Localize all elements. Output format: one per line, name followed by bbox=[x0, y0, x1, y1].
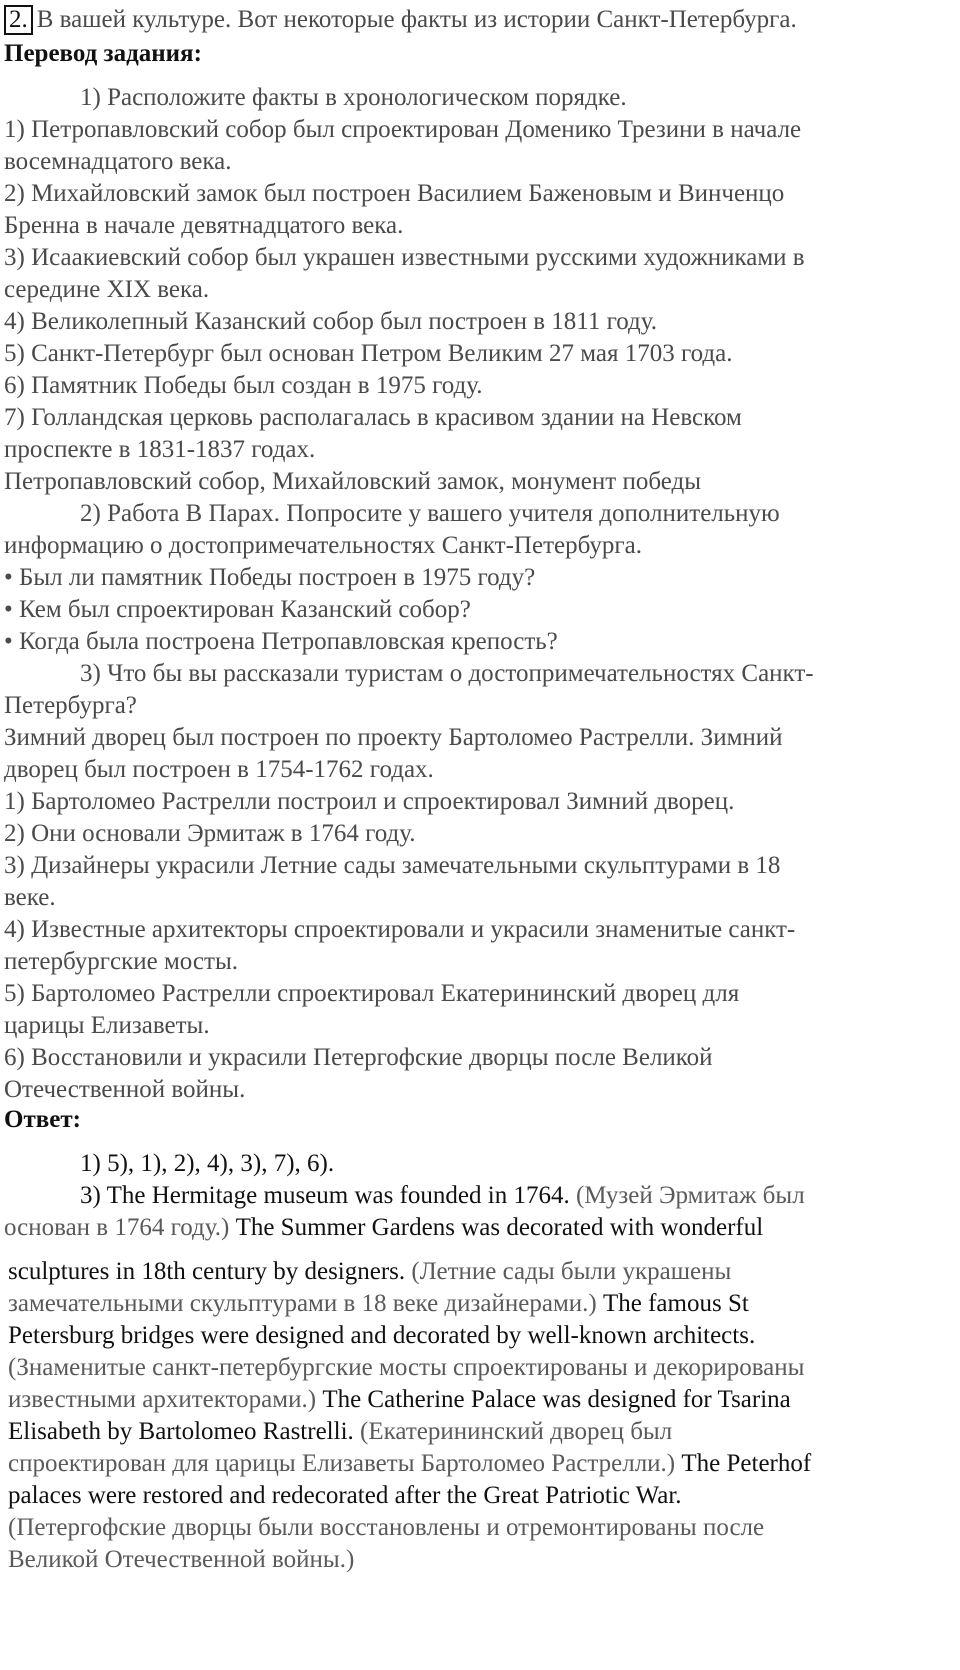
answer-part3-line bbox=[8, 1288, 749, 1320]
part3-line: дворец был построен в 1754-1762 годах. bbox=[4, 756, 434, 783]
part1-line: 4) Великолепный Казанский собор был построен в 1811 году. bbox=[4, 308, 657, 335]
answer-ru-text: замечательными скульптурами в 18 веке дизайнерами.) bbox=[8, 1290, 597, 1317]
part1-line: Петропавловский собор, Михайловский замок, монумент победы bbox=[4, 468, 701, 495]
answer-part3-line bbox=[8, 1384, 791, 1416]
part3-line: 6) Восстановили и украсили Петергофские дворцы после Великой bbox=[4, 1044, 713, 1071]
part2-line: • Кем был спроектирован Казанский собор? bbox=[4, 596, 471, 623]
part3-line: веке. bbox=[4, 884, 56, 911]
answer-ru-text: (Екатерининский дворец был bbox=[353, 1418, 673, 1445]
translation-title: Перевод задания: bbox=[4, 40, 202, 67]
answer-ru-text: (Знаменитые санкт-петербургские мосты спроектированы и декорированы bbox=[8, 1354, 805, 1381]
part2-line: • Был ли памятник Победы построен в 1975 году? bbox=[4, 564, 536, 591]
task-heading bbox=[4, 4, 797, 36]
part1-title bbox=[80, 82, 627, 114]
part1-line: 1) Петропавловский собор был спроектирован Доменико Трезини в начале bbox=[4, 116, 802, 143]
part3-line: 1) Бартоломео Растрелли построил и спроектировал Зимний дворец. bbox=[4, 788, 735, 815]
answer-en-text: Elisabeth by Bartolomeo Rastrelli. bbox=[8, 1418, 354, 1445]
part2-line: • Когда была построена Петропавловская крепость? bbox=[4, 628, 558, 655]
part3-line: Зимний дворец был построен по проекту Бартоломео Растрелли. Зимний bbox=[4, 724, 783, 751]
answer-part3-line bbox=[8, 1416, 672, 1448]
answer-part3-line bbox=[4, 1212, 763, 1244]
part3-line: царицы Елизаветы. bbox=[4, 1012, 210, 1039]
answer-en-text: The Catherine Palace was designed for Tsarina bbox=[316, 1386, 791, 1413]
part3-line: 5) Бартоломео Растрелли спроектировал Екатерининский дворец для bbox=[4, 980, 740, 1007]
answer-ru-text: спроектирован для царицы Елизаветы Бартоломео Растрелли.) bbox=[8, 1450, 676, 1477]
part1-line: проспекте в 1831-1837 годах. bbox=[4, 436, 316, 463]
part2-title: 2) Работа В Парах. Попросите у вашего учителя дополнительную bbox=[80, 500, 780, 527]
part3-line: Отечественной войны. bbox=[4, 1076, 246, 1103]
answer-en-text: palaces were restored and redecorated after the Great Patriotic War. bbox=[8, 1482, 682, 1509]
answer-en-text: The famous St bbox=[596, 1290, 749, 1317]
part3-line: 2) Они основали Эрмитаж в 1764 году. bbox=[4, 820, 416, 847]
answer-en-text: 3) The Hermitage museum was founded in 1764. bbox=[80, 1182, 570, 1209]
part3-line: Петербурга? bbox=[4, 692, 137, 719]
answer-ru-text: основан в 1764 году.) bbox=[4, 1214, 230, 1241]
answer-part1: 1) 5), 1), 2), 4), 3), 7), 6). bbox=[80, 1150, 335, 1177]
part1-title-text: 1) Расположите факты в хронологическом порядке. bbox=[80, 84, 627, 111]
answer-en-text: sculptures in 18th century by designers. bbox=[8, 1258, 406, 1285]
part2-line: информацию о достопримечательностях Санкт-Петербурга. bbox=[4, 532, 642, 559]
part1-line: 5) Санкт-Петербург был основан Петром Великим 27 мая 1703 года. bbox=[4, 340, 733, 367]
part3-line: петербургские мосты. bbox=[4, 948, 238, 975]
task-number-badge: 2. bbox=[4, 5, 33, 35]
part3-title: 3) Что бы вы рассказали туристам о достопримечательностях Санкт- bbox=[80, 660, 814, 687]
answer-part3-line bbox=[80, 1180, 805, 1212]
part1-line: 7) Голландская церковь располагалась в красивом здании на Невском bbox=[4, 404, 742, 431]
part1-line: 3) Исаакиевский собор был украшен известными русскими художниками в bbox=[4, 244, 805, 271]
answer-ru-text: (Музей Эрмитаж был bbox=[569, 1182, 805, 1209]
part3-line: 3) Дизайнеры украсили Летние сады замечательными скульптурами в 18 bbox=[4, 852, 781, 879]
part1-line: Бренна в начале девятнадцатого века. bbox=[4, 212, 404, 239]
answer-ru-text: (Летние сады были украшены bbox=[405, 1258, 732, 1285]
part1-line: середине XIX века. bbox=[4, 276, 210, 303]
part3-line: 4) Известные архитекторы спроектировали и украсили знаменитые санкт- bbox=[4, 916, 796, 943]
part1-line: 2) Михайловский замок был построен Василием Баженовым и Винченцо bbox=[4, 180, 785, 207]
answer-en-text: The Summer Gardens was decorated with wonderful bbox=[229, 1214, 764, 1241]
task-heading-text: В вашей культуре. Вот некоторые факты из истории Санкт-Петербурга. bbox=[36, 6, 797, 33]
answer-ru-text: Великой Отечественной войны.) bbox=[8, 1546, 355, 1573]
answer-title: Ответ: bbox=[4, 1106, 81, 1133]
part1-line: восемнадцатого века. bbox=[4, 148, 232, 175]
answer-en-text: Petersburg bridges were designed and decorated by well-known architects. bbox=[8, 1322, 756, 1349]
part1-line: 6) Памятник Победы был создан в 1975 году. bbox=[4, 372, 483, 399]
answer-en-text: The Peterhof bbox=[675, 1450, 812, 1477]
answer-part3-line bbox=[8, 1448, 811, 1480]
answer-ru-text: известными архитекторами.) bbox=[8, 1386, 317, 1413]
answer-ru-text: (Петергофские дворцы были восстановлены и отремонтированы после bbox=[8, 1514, 765, 1541]
answer-part3-line bbox=[8, 1256, 731, 1288]
